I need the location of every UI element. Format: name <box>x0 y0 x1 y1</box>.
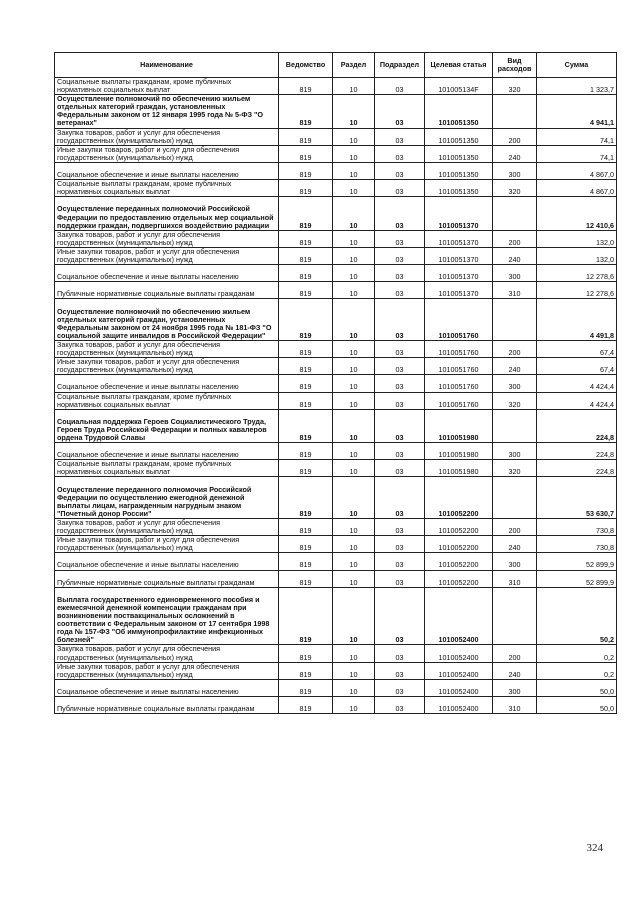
department-cell: 819 <box>279 477 333 519</box>
subsection-cell: 03 <box>375 340 425 357</box>
subsection-cell: 03 <box>375 518 425 535</box>
table-row <box>55 78 617 95</box>
subsection-cell: 03 <box>375 443 425 460</box>
header-expense-type: Вид расходов <box>493 53 537 78</box>
expense-type-cell: 300 <box>493 162 537 179</box>
target-item-cell: 1010051370 <box>425 230 493 247</box>
section-cell: 10 <box>333 265 375 282</box>
row-name-cell: Иные закупки товаров, работ и услуг для обеспечения государственных (муниципальных) нужд <box>55 145 279 162</box>
row-name-cell: Социальное обеспечение и иные выплаты населению <box>55 265 279 282</box>
target-item-cell: 1010052200 <box>425 536 493 553</box>
section-cell: 10 <box>333 230 375 247</box>
sum-cell: 730,8 <box>537 518 617 535</box>
section-cell: 10 <box>333 197 375 230</box>
target-item-cell: 1010051980 <box>425 460 493 477</box>
table-row <box>55 518 617 535</box>
table-row <box>55 553 617 570</box>
department-cell: 819 <box>279 662 333 679</box>
section-cell: 10 <box>333 282 375 299</box>
target-item-cell: 1010051760 <box>425 358 493 375</box>
target-item-cell: 1010052400 <box>425 696 493 713</box>
subsection-cell: 03 <box>375 95 425 128</box>
expense-type-cell <box>493 477 537 519</box>
sum-cell: 132,0 <box>537 230 617 247</box>
department-cell: 819 <box>279 518 333 535</box>
table-row <box>55 95 617 128</box>
header-section: Раздел <box>333 53 375 78</box>
target-item-cell: 1010052200 <box>425 518 493 535</box>
expense-type-cell <box>493 197 537 230</box>
section-cell: 10 <box>333 392 375 409</box>
sum-cell: 4 867,0 <box>537 162 617 179</box>
row-name-cell: Выплата государственного единовременного пособия и ежемесячной денежной компенсации гражданам при возникновении поствакцинальных осложнений в соответствии с Федеральным законом от 17 сентября 1998 года № 157-ФЗ "Об иммунопрофилактике инфекционных болезней" <box>55 587 279 645</box>
table-row <box>55 645 617 662</box>
table-header-row <box>55 53 617 78</box>
target-item-cell: 1010051350 <box>425 128 493 145</box>
department-cell: 819 <box>279 645 333 662</box>
expense-type-cell: 200 <box>493 230 537 247</box>
subsection-cell: 03 <box>375 587 425 645</box>
sum-cell: 132,0 <box>537 247 617 264</box>
expense-type-cell: 320 <box>493 460 537 477</box>
target-item-cell: 1010052400 <box>425 587 493 645</box>
subsection-cell: 03 <box>375 696 425 713</box>
row-name-cell: Закупка товаров, работ и услуг для обеспечения государственных (муниципальных) нужд <box>55 340 279 357</box>
page-number: 324 <box>586 842 603 854</box>
sum-cell: 224,8 <box>537 460 617 477</box>
table-row <box>55 662 617 679</box>
expense-type-cell: 320 <box>493 78 537 95</box>
section-cell: 10 <box>333 95 375 128</box>
table-row <box>55 180 617 197</box>
header-sum: Сумма <box>537 53 617 78</box>
subsection-cell: 03 <box>375 536 425 553</box>
department-cell: 819 <box>279 162 333 179</box>
target-item-cell: 1010051350 <box>425 95 493 128</box>
target-item-cell: 1010051760 <box>425 299 493 341</box>
department-cell: 819 <box>279 247 333 264</box>
subsection-cell: 03 <box>375 477 425 519</box>
subsection-cell: 03 <box>375 128 425 145</box>
target-item-cell: 1010052200 <box>425 477 493 519</box>
subsection-cell: 03 <box>375 282 425 299</box>
section-cell: 10 <box>333 553 375 570</box>
subsection-cell: 03 <box>375 460 425 477</box>
section-cell: 10 <box>333 460 375 477</box>
table-row <box>55 197 617 230</box>
sum-cell: 4 424,4 <box>537 392 617 409</box>
table-row <box>55 392 617 409</box>
subsection-cell: 03 <box>375 197 425 230</box>
department-cell: 819 <box>279 392 333 409</box>
section-cell: 10 <box>333 128 375 145</box>
table-row <box>55 265 617 282</box>
section-cell: 10 <box>333 679 375 696</box>
header-subsection: Подраздел <box>375 53 425 78</box>
row-name-cell: Социальные выплаты гражданам, кроме публичных нормативных социальных выплат <box>55 78 279 95</box>
header-department: Ведомство <box>279 53 333 78</box>
expense-type-cell: 300 <box>493 443 537 460</box>
section-cell: 10 <box>333 180 375 197</box>
subsection-cell: 03 <box>375 78 425 95</box>
table-body <box>55 78 617 714</box>
row-name-cell: Иные закупки товаров, работ и услуг для обеспечения государственных (муниципальных) нужд <box>55 358 279 375</box>
table-row <box>55 299 617 341</box>
subsection-cell: 03 <box>375 358 425 375</box>
department-cell: 819 <box>279 95 333 128</box>
row-name-cell: Закупка товаров, работ и услуг для обеспечения государственных (муниципальных) нужд <box>55 645 279 662</box>
sum-cell: 50,2 <box>537 587 617 645</box>
expense-type-cell: 240 <box>493 536 537 553</box>
sum-cell: 1 323,7 <box>537 78 617 95</box>
table-row <box>55 587 617 645</box>
row-name-cell: Иные закупки товаров, работ и услуг для обеспечения государственных (муниципальных) нужд <box>55 662 279 679</box>
section-cell: 10 <box>333 358 375 375</box>
table-row <box>55 696 617 713</box>
subsection-cell: 03 <box>375 265 425 282</box>
table-row <box>55 247 617 264</box>
row-name-cell: Публичные нормативные социальные выплаты гражданам <box>55 282 279 299</box>
table-row <box>55 375 617 392</box>
row-name-cell: Иные закупки товаров, работ и услуг для обеспечения государственных (муниципальных) нужд <box>55 247 279 264</box>
sum-cell: 52 899,9 <box>537 553 617 570</box>
row-name-cell: Закупка товаров, работ и услуг для обеспечения государственных (муниципальных) нужд <box>55 128 279 145</box>
sum-cell: 4 867,0 <box>537 180 617 197</box>
row-name-cell: Публичные нормативные социальные выплаты гражданам <box>55 570 279 587</box>
row-name-cell: Осуществление переданного полномочия Российской Федерации по осуществлению ежегодной денежной выплаты лицам, награжденным нагрудным знаком "Почетный донор России" <box>55 477 279 519</box>
table-row <box>55 536 617 553</box>
section-cell: 10 <box>333 340 375 357</box>
section-cell: 10 <box>333 477 375 519</box>
row-name-cell: Социальные выплаты гражданам, кроме публичных нормативных социальных выплат <box>55 392 279 409</box>
row-name-cell: Закупка товаров, работ и услуг для обеспечения государственных (муниципальных) нужд <box>55 518 279 535</box>
section-cell: 10 <box>333 78 375 95</box>
budget-table <box>54 52 617 714</box>
expense-type-cell: 310 <box>493 570 537 587</box>
sum-cell: 4 941,1 <box>537 95 617 128</box>
section-cell: 10 <box>333 162 375 179</box>
table-row <box>55 282 617 299</box>
subsection-cell: 03 <box>375 570 425 587</box>
expense-type-cell: 240 <box>493 662 537 679</box>
department-cell: 819 <box>279 197 333 230</box>
department-cell: 819 <box>279 340 333 357</box>
target-item-cell: 1010051980 <box>425 443 493 460</box>
sum-cell: 74,1 <box>537 145 617 162</box>
target-item-cell: 1010051980 <box>425 409 493 442</box>
target-item-cell: 1010051350 <box>425 145 493 162</box>
target-item-cell: 1010051350 <box>425 162 493 179</box>
sum-cell: 12 278,6 <box>537 282 617 299</box>
section-cell: 10 <box>333 375 375 392</box>
department-cell: 819 <box>279 299 333 341</box>
expense-type-cell: 320 <box>493 180 537 197</box>
sum-cell: 224,8 <box>537 409 617 442</box>
expense-type-cell: 200 <box>493 518 537 535</box>
sum-cell: 12 278,6 <box>537 265 617 282</box>
section-cell: 10 <box>333 570 375 587</box>
expense-type-cell: 240 <box>493 358 537 375</box>
sum-cell: 67,4 <box>537 358 617 375</box>
section-cell: 10 <box>333 145 375 162</box>
subsection-cell: 03 <box>375 247 425 264</box>
section-cell: 10 <box>333 247 375 264</box>
department-cell: 819 <box>279 587 333 645</box>
sum-cell: 4 424,4 <box>537 375 617 392</box>
sum-cell: 730,8 <box>537 536 617 553</box>
expense-type-cell: 310 <box>493 696 537 713</box>
department-cell: 819 <box>279 265 333 282</box>
table-row <box>55 679 617 696</box>
expense-type-cell <box>493 299 537 341</box>
department-cell: 819 <box>279 570 333 587</box>
target-item-cell: 1010051370 <box>425 197 493 230</box>
table-row <box>55 358 617 375</box>
expense-type-cell: 200 <box>493 645 537 662</box>
section-cell: 10 <box>333 299 375 341</box>
row-name-cell: Осуществление полномочий по обеспечению жильем отдельных категорий граждан, установленных Федеральным законом от 24 ноября 1995 года № 181-ФЗ "О социальной защите инвалидов в Российской Федерации" <box>55 299 279 341</box>
department-cell: 819 <box>279 78 333 95</box>
section-cell: 10 <box>333 696 375 713</box>
department-cell: 819 <box>279 696 333 713</box>
expense-type-cell: 300 <box>493 679 537 696</box>
department-cell: 819 <box>279 553 333 570</box>
subsection-cell: 03 <box>375 162 425 179</box>
row-name-cell: Закупка товаров, работ и услуг для обеспечения государственных (муниципальных) нужд <box>55 230 279 247</box>
table-row <box>55 340 617 357</box>
table-row <box>55 162 617 179</box>
target-item-cell: 1010051370 <box>425 282 493 299</box>
expense-type-cell: 240 <box>493 247 537 264</box>
department-cell: 819 <box>279 375 333 392</box>
table-row <box>55 128 617 145</box>
expense-type-cell: 240 <box>493 145 537 162</box>
sum-cell: 50,0 <box>537 696 617 713</box>
sum-cell: 0,2 <box>537 645 617 662</box>
expense-type-cell: 300 <box>493 375 537 392</box>
expense-type-cell: 300 <box>493 265 537 282</box>
sum-cell: 0,2 <box>537 662 617 679</box>
table-row <box>55 477 617 519</box>
section-cell: 10 <box>333 587 375 645</box>
section-cell: 10 <box>333 443 375 460</box>
row-name-cell: Публичные нормативные социальные выплаты гражданам <box>55 696 279 713</box>
subsection-cell: 03 <box>375 299 425 341</box>
header-name: Наименование <box>55 53 279 78</box>
expense-type-cell <box>493 409 537 442</box>
target-item-cell: 1010051760 <box>425 392 493 409</box>
sum-cell: 224,8 <box>537 443 617 460</box>
target-item-cell: 1010052400 <box>425 679 493 696</box>
subsection-cell: 03 <box>375 145 425 162</box>
row-name-cell: Социальное обеспечение и иные выплаты населению <box>55 162 279 179</box>
target-item-cell: 1010052200 <box>425 553 493 570</box>
section-cell: 10 <box>333 409 375 442</box>
header-target-item: Целевая статья <box>425 53 493 78</box>
department-cell: 819 <box>279 536 333 553</box>
sum-cell: 12 410,6 <box>537 197 617 230</box>
section-cell: 10 <box>333 536 375 553</box>
expense-type-cell: 300 <box>493 553 537 570</box>
department-cell: 819 <box>279 230 333 247</box>
expense-type-cell: 310 <box>493 282 537 299</box>
sum-cell: 4 491,8 <box>537 299 617 341</box>
expense-type-cell: 200 <box>493 340 537 357</box>
subsection-cell: 03 <box>375 180 425 197</box>
target-item-cell: 1010051760 <box>425 375 493 392</box>
target-item-cell: 1010052400 <box>425 662 493 679</box>
subsection-cell: 03 <box>375 553 425 570</box>
expense-type-cell: 200 <box>493 128 537 145</box>
department-cell: 819 <box>279 180 333 197</box>
row-name-cell: Осуществление полномочий по обеспечению жильем отдельных категорий граждан, установленных Федеральным законом от 12 января 1995 года № 5-ФЗ "О ветеранах" <box>55 95 279 128</box>
row-name-cell: Социальное обеспечение и иные выплаты населению <box>55 553 279 570</box>
table-row <box>55 145 617 162</box>
table-row <box>55 230 617 247</box>
sum-cell: 50,0 <box>537 679 617 696</box>
section-cell: 10 <box>333 645 375 662</box>
department-cell: 819 <box>279 282 333 299</box>
target-item-cell: 101005134F <box>425 78 493 95</box>
department-cell: 819 <box>279 358 333 375</box>
subsection-cell: 03 <box>375 375 425 392</box>
table-row <box>55 409 617 442</box>
row-name-cell: Социальная поддержка Героев Социалистического Труда, Героев Труда Российской Федерации и полных кавалеров ордена Трудовой Славы <box>55 409 279 442</box>
subsection-cell: 03 <box>375 645 425 662</box>
section-cell: 10 <box>333 518 375 535</box>
row-name-cell: Осуществление переданных полномочий Российской Федерации по предоставлению отдельных мер социальной поддержки граждан, подвергшихся воздействию радиации <box>55 197 279 230</box>
row-name-cell: Социальное обеспечение и иные выплаты населению <box>55 443 279 460</box>
target-item-cell: 1010052400 <box>425 645 493 662</box>
target-item-cell: 1010052200 <box>425 570 493 587</box>
expense-type-cell: 320 <box>493 392 537 409</box>
department-cell: 819 <box>279 128 333 145</box>
subsection-cell: 03 <box>375 679 425 696</box>
table-row <box>55 443 617 460</box>
department-cell: 819 <box>279 679 333 696</box>
expense-type-cell <box>493 587 537 645</box>
target-item-cell: 1010051350 <box>425 180 493 197</box>
section-cell: 10 <box>333 662 375 679</box>
target-item-cell: 1010051760 <box>425 340 493 357</box>
subsection-cell: 03 <box>375 230 425 247</box>
department-cell: 819 <box>279 409 333 442</box>
row-name-cell: Социальные выплаты гражданам, кроме публичных нормативных социальных выплат <box>55 460 279 477</box>
target-item-cell: 1010051370 <box>425 265 493 282</box>
expense-type-cell <box>493 95 537 128</box>
target-item-cell: 1010051370 <box>425 247 493 264</box>
department-cell: 819 <box>279 460 333 477</box>
row-name-cell: Социальное обеспечение и иные выплаты населению <box>55 679 279 696</box>
department-cell: 819 <box>279 443 333 460</box>
subsection-cell: 03 <box>375 662 425 679</box>
row-name-cell: Иные закупки товаров, работ и услуг для обеспечения государственных (муниципальных) нужд <box>55 536 279 553</box>
subsection-cell: 03 <box>375 392 425 409</box>
department-cell: 819 <box>279 145 333 162</box>
row-name-cell: Социальные выплаты гражданам, кроме публичных нормативных социальных выплат <box>55 180 279 197</box>
table-row <box>55 570 617 587</box>
sum-cell: 52 899,9 <box>537 570 617 587</box>
sum-cell: 74,1 <box>537 128 617 145</box>
table-row <box>55 460 617 477</box>
sum-cell: 67,4 <box>537 340 617 357</box>
sum-cell: 53 630,7 <box>537 477 617 519</box>
subsection-cell: 03 <box>375 409 425 442</box>
row-name-cell: Социальное обеспечение и иные выплаты населению <box>55 375 279 392</box>
